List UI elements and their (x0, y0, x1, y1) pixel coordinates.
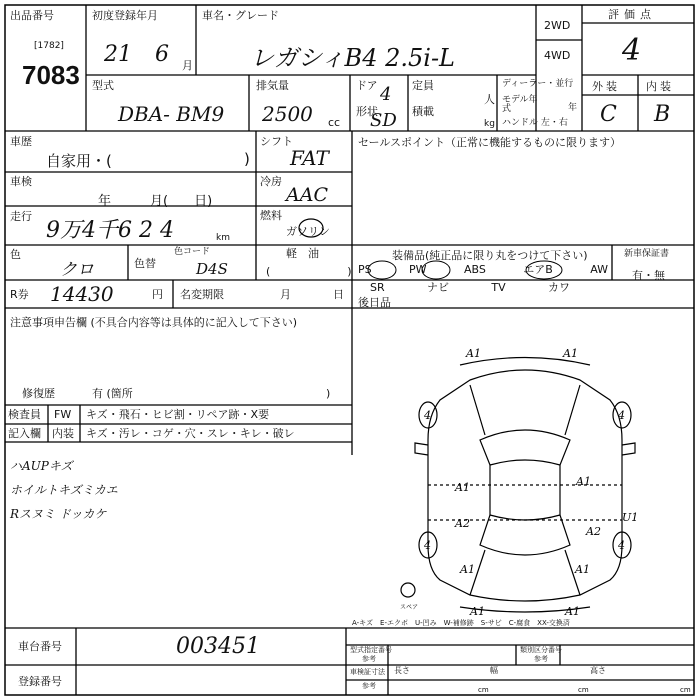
damage-mark: A1 (460, 563, 475, 576)
lot-small: [1782] (34, 41, 64, 51)
inspector-label-2: 記入欄 (8, 427, 41, 440)
equip-leather: カワ (547, 281, 570, 294)
equip-pw: PW (409, 263, 427, 276)
damage-mark: A1 (576, 475, 591, 488)
spare-label: スペア (400, 604, 419, 611)
width-unit: cm (578, 686, 589, 694)
damage-mark: A1 (563, 347, 578, 360)
deadline-day: 日 (333, 288, 344, 301)
reg-month: 6 (155, 42, 169, 67)
handwritten-note: ホイルトキズミカエ (10, 483, 118, 497)
color-code-label: 色コード (174, 247, 211, 257)
equip-ps: PS (358, 263, 372, 276)
height-label: 高さ (590, 666, 606, 675)
reg-label: 初度登録年月 (92, 9, 158, 22)
dealer-label: ディーラー・並行 (502, 79, 574, 89)
damage-legend: A-キズ E-エクボ U-凹み W-補修跡 S-サビ C-腐食 XX-交換済 (352, 619, 570, 627)
tire-mark: 4 (424, 539, 431, 552)
inspection-label: 車検 (10, 175, 32, 188)
damage-mark: A1 (565, 605, 580, 618)
fuel-gas: ガソリン (286, 225, 330, 238)
exterior-value: C (600, 102, 617, 127)
car-damage-diagram (400, 345, 650, 620)
model-value: レガシィB4 2.5i-L (250, 44, 455, 72)
color-change-label: 色替 (134, 257, 156, 270)
damage-mark: A1 (470, 605, 485, 618)
model-year-label: モデル年式 (502, 95, 538, 114)
inspector-label-1: 検査員 (8, 408, 41, 421)
load-unit: kg (484, 119, 495, 129)
disp-value: 2500 (262, 102, 313, 126)
history-label: 車歴 (10, 135, 32, 148)
door-label: ドア (356, 79, 378, 92)
reg-unit: 月 (182, 59, 193, 72)
notes-label: 注意事項申告欄 (不具合内容等は具体的に記入して下さい) (10, 316, 298, 329)
height-unit: cm (680, 686, 691, 694)
recycle-unit: 円 (152, 288, 163, 301)
fuel-diesel: 軽 油 (286, 247, 319, 260)
recycle-value: 14430 (50, 282, 114, 306)
chassis-label: 車台番号 (18, 640, 62, 653)
handwritten-note: Rスヌミ ドッカケ (10, 507, 107, 521)
color-code-value: D4S (196, 260, 228, 278)
color-label: 色 (10, 248, 21, 261)
damage-mark: A2 (455, 517, 470, 530)
shift-value: FAT (290, 146, 329, 170)
load-label: 積載 (412, 105, 434, 118)
reg-no-label: 登録番号 (18, 675, 62, 688)
interior-label: 内装 (646, 80, 674, 93)
handle-label: ハンドル 左・右 (502, 118, 568, 128)
ac-value: AAC (286, 184, 328, 206)
repair-value: 有 (箇所 (92, 387, 133, 400)
dims-sub: 参考 (362, 682, 376, 690)
model-label: 車名・グレード (202, 9, 279, 22)
lot-number: 7083 (22, 60, 80, 90)
grade-value: 4 (622, 33, 642, 68)
damage-mark: A1 (575, 563, 590, 576)
equip-tv: TV (491, 281, 506, 294)
ac-label: 冷房 (260, 175, 282, 188)
interior-insp-label: 内装 (52, 427, 74, 440)
equip-abs: ABS (463, 263, 486, 276)
equipment-circle-marks (366, 258, 596, 282)
fuel-paren: ( ) (266, 265, 352, 278)
damage-mark: A1 (455, 481, 470, 494)
equip-aw: AW (590, 263, 608, 276)
equipment-header: 装備品(純正品に限り丸をつけて下さい) (392, 249, 588, 262)
exterior-label: 外装 (592, 80, 620, 93)
mileage-label: 走行 (10, 210, 32, 223)
color-value: クロ (60, 260, 94, 280)
inspection-value: 年 月( 日) (98, 194, 213, 209)
sales-point-label: セールスポイント（正常に機能するものに限ります） (358, 136, 622, 149)
damage-mark: A1 (466, 347, 481, 360)
equip-navi: ナビ (427, 281, 449, 294)
chassis-value: 003451 (176, 634, 260, 659)
tire-mark: 4 (618, 409, 625, 422)
mileage-value: 9万4千6 2 4 (46, 218, 174, 243)
post-items-label: 後日品 (358, 296, 391, 309)
history-value: 自家用・( (46, 152, 112, 170)
drive-2wd: 2WD (544, 19, 571, 32)
tire-mark: 4 (618, 539, 625, 552)
shape-value: SD (370, 110, 397, 131)
drive-4wd: 4WD (544, 49, 571, 62)
interior-value: B (654, 102, 671, 127)
disp-unit: cc (328, 116, 341, 129)
fuel-label: 燃料 (260, 209, 282, 222)
door-value: 4 (380, 84, 392, 105)
capacity-label: 定員 (412, 79, 434, 92)
category-label: 類別区分番号 (520, 646, 562, 654)
model-year-unit: 年 (568, 103, 578, 113)
interior-insp-text: キズ・汚レ・コゲ・穴・スレ・キレ・破レ (86, 427, 295, 440)
length-label: 長さ (394, 666, 410, 675)
deadline-month: 月 (280, 288, 291, 301)
repair-label: 修復歴 (22, 387, 55, 400)
width-label: 幅 (490, 666, 498, 675)
handwritten-note: ハAUPキズ (10, 459, 73, 473)
capacity-unit: 人 (484, 93, 495, 106)
dims-label: 車検証寸法 (350, 668, 385, 676)
mileage-unit: km (216, 233, 230, 243)
shape-label: 形状 (356, 105, 378, 118)
grade-label: 評価点 (608, 8, 656, 21)
length-unit: cm (478, 686, 489, 694)
repair-close: ) (326, 387, 331, 400)
lot-label: 出品番号 (10, 9, 54, 22)
designation-sub: 参考 (362, 655, 376, 663)
category-sub: 参考 (534, 655, 548, 663)
fuel-circle-mark (296, 216, 326, 240)
disp-label: 排気量 (256, 79, 289, 92)
equipment-row-2 (370, 282, 570, 293)
tire-mark: 4 (424, 409, 431, 422)
damage-mark: A2 (586, 525, 601, 538)
warranty-value: 有・無 (632, 269, 665, 282)
type-label: 型式 (92, 79, 114, 92)
shift-label: シフト (260, 135, 293, 148)
recycle-label: R券 (10, 288, 29, 301)
type-value: DBA- BM9 (118, 102, 225, 126)
deadline-label: 名変期限 (180, 288, 224, 301)
fw-label: FW (54, 408, 72, 421)
warranty-label: 新車保証書 (624, 249, 670, 259)
equip-sr: SR (370, 281, 385, 294)
equip-airbag: エアB (523, 263, 553, 276)
damage-mark: U1 (622, 511, 639, 524)
history-paren: ) (244, 150, 250, 168)
fw-text: キズ・飛石・ヒビ割・リペア跡・X要 (86, 408, 270, 421)
reg-year: 21 (104, 42, 132, 67)
designation-label: 型式指定番号 (350, 646, 392, 654)
